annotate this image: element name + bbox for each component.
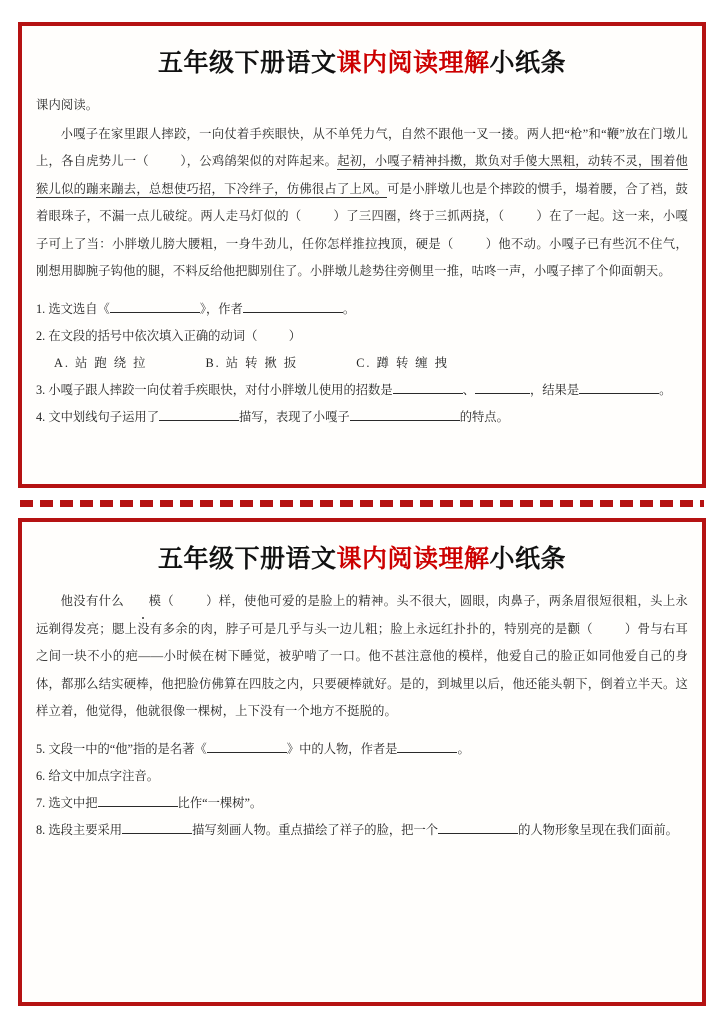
answer-blank[interactable] <box>393 380 463 394</box>
answer-blank[interactable] <box>122 820 192 834</box>
option-a[interactable]: A. 站 跑 绕 拉 <box>54 355 148 370</box>
worksheet-card-2 <box>18 518 706 1006</box>
question-5 <box>36 736 688 763</box>
question-7-text-a: 选文中把 <box>48 795 98 810</box>
passage-underlined-sentence: 起初，小嘎子精神抖擞，欺负对手傻大黑粗，动转不灵，围着他猴儿似的蹦来蹦去，总想使巧招，下冷绊子，仿佛很占了上风。 <box>36 154 688 196</box>
answer-blank[interactable] <box>350 407 460 421</box>
question-8-text-a: 选段主要采用 <box>48 822 123 837</box>
title-part-1: 五年级下册语文 <box>157 49 337 77</box>
option-c[interactable]: C. 蹲 转 缠 拽 <box>356 355 449 370</box>
question-4-number: 4. <box>36 409 46 424</box>
passage-seg-2: ），公鸡鹐架似的对阵起来。 <box>180 154 338 168</box>
question-6-number: 6. <box>36 768 46 783</box>
dashed-line <box>20 500 704 507</box>
inline-blank-paren <box>302 209 334 223</box>
passage-seg-5: ）了三四圈，终于三抓两挠，（ <box>333 209 505 223</box>
answer-blank[interactable] <box>579 380 659 394</box>
question-6-text-a: 给文中加点字注音。 <box>48 768 159 783</box>
question-2 <box>36 323 688 350</box>
question-8-text-c: 的人物形象呈现在我们面前。 <box>518 822 678 837</box>
inline-blank-paren <box>174 594 206 608</box>
title-part-3: 小纸条 <box>489 49 567 77</box>
question-5-number: 5. <box>36 741 46 756</box>
question-7-text-b: 比作“一棵树”。 <box>177 795 263 810</box>
page-title-1 <box>36 48 688 78</box>
question-3-number: 3. <box>36 382 46 397</box>
option-b[interactable]: B. 站 转 揪 扳 <box>205 355 299 370</box>
answer-blank[interactable] <box>98 793 178 807</box>
question-3 <box>36 377 688 404</box>
question-1-text-b: 》，作者 <box>199 301 243 316</box>
passage-seg-3: ）骨与右耳之间一块不小的疤——小时候在树下睡觉，被驴啃了一口。他不甚注意他的模样，他爱自己的脸正如同他爱自己的身体，都那么结实硬棒，他把脸仿佛算在四肢之内，只要硬棒就好。是的，到城里以后，他还能头朝下，倒着立半天。这样立着，他觉得，他就很像一棵树，上下没有一个地方不挺脱的。 <box>36 621 688 718</box>
question-4 <box>36 404 688 431</box>
passage-body <box>36 121 688 286</box>
question-1-number: 1. <box>36 301 46 316</box>
inline-blank-paren <box>593 622 625 636</box>
inline-blank-paren <box>454 237 486 251</box>
passage-seg-6: ）在了一起。这一来，小嘎子可上了当：小胖墩儿膀大腰粗，一身牛劲儿，任你怎样推拉拽顶，硬是（ <box>36 209 688 251</box>
inline-blank-paren <box>504 209 536 223</box>
passage-lead: 课内阅读。 <box>36 98 99 112</box>
worksheet-card-1 <box>18 22 706 488</box>
question-5-text-c: 。 <box>457 741 470 756</box>
title-part-2: 课内阅读理解 <box>336 545 490 573</box>
question-4-text-b: 描写，表现了小嘎子 <box>239 409 350 424</box>
page-title-2 <box>36 544 688 574</box>
answer-blank[interactable] <box>438 820 518 834</box>
question-8 <box>36 817 688 844</box>
question-list-1 <box>36 296 688 431</box>
question-8-number: 8. <box>36 822 46 837</box>
question-6 <box>36 763 688 790</box>
question-2-text-a: 在文段的括号中依次填入正确的动词（ <box>48 328 258 343</box>
passage-seg-7: ）他不动。小嘎子已有些沉不住气，刚想用脚腕子钩他的腿，不料反给他把脚别住了。小胖墩儿趁势往旁侧里一推，咕咚一声，小嘎子摔了个仰面朝天。 <box>36 236 688 278</box>
passage-seg-1a: 他没有什么 <box>60 594 125 608</box>
emphasis-dot-char: 模 <box>124 588 161 616</box>
answer-blank[interactable] <box>159 407 239 421</box>
question-4-text-c: 的特点。 <box>459 409 509 424</box>
passage-2 <box>36 588 688 726</box>
question-3-text-b: 、 <box>462 382 475 397</box>
question-2-text-b: ） <box>288 328 302 343</box>
question-3-text-c: ，结果是 <box>529 382 580 397</box>
question-3-text-a: 小嘎子跟人摔跤一向仗着手疾眼快，对付小胖墩儿使用的招数是 <box>48 382 393 397</box>
answer-blank[interactable] <box>397 739 457 753</box>
passage-seg-1b: （ <box>161 594 175 608</box>
question-2-options <box>36 350 688 377</box>
question-5-text-b: 》中的人物，作者是 <box>286 741 398 756</box>
passage-seg-1: 小嘎子在家里跟人摔跤，一向仗着手疾眼快，从不单凭力气，自然不跟他一叉一搂。两人把“枪”和“鞭”放在门墩儿上，各自虎势儿一（ <box>36 126 688 168</box>
dashed-separator <box>18 488 706 518</box>
question-8-text-b: 描写刻画人物。重点描绘了祥子的脸，把一个 <box>192 822 439 837</box>
question-1 <box>36 296 688 323</box>
question-7 <box>36 790 688 817</box>
question-list-2 <box>36 736 688 844</box>
answer-blank[interactable] <box>207 739 287 753</box>
answer-paren[interactable] <box>257 329 288 343</box>
title-part-1: 五年级下册语文 <box>157 545 337 573</box>
passage-body <box>36 588 688 726</box>
question-7-number: 7. <box>36 795 46 810</box>
question-4-text-a: 文中划线句子运用了 <box>48 409 159 424</box>
answer-blank[interactable] <box>243 299 343 313</box>
passage-seg-4: 可是小胖墩儿也是个摔跤的惯手，塌着腰，合了裆，鼓着眼珠子，不漏一点儿破绽。两人走马灯似的（ <box>36 181 688 223</box>
answer-blank[interactable] <box>475 380 530 394</box>
passage-1 <box>36 92 688 286</box>
question-5-text-a: 文段一中的“他”指的是名著《 <box>48 741 207 756</box>
inline-blank-paren <box>149 154 181 168</box>
question-1-text-c: 。 <box>342 301 356 316</box>
question-3-text-d: 。 <box>659 382 672 397</box>
question-1-text-a: 选文选自《 <box>48 301 110 316</box>
passage-seg-2: ）样，使他可爱的是脸上的精神。头不很大，圆眼，肉鼻子，两条眉很短很粗，头上永远剃得发亮；腮上没有多余的肉，脖子可是几乎与头一边儿粗；脸上永远红扑扑的，特别亮的是颧（ <box>36 594 688 636</box>
title-part-3: 小纸条 <box>489 545 567 573</box>
question-2-number: 2. <box>36 328 46 343</box>
answer-blank[interactable] <box>110 299 200 313</box>
title-part-2: 课内阅读理解 <box>336 49 490 77</box>
